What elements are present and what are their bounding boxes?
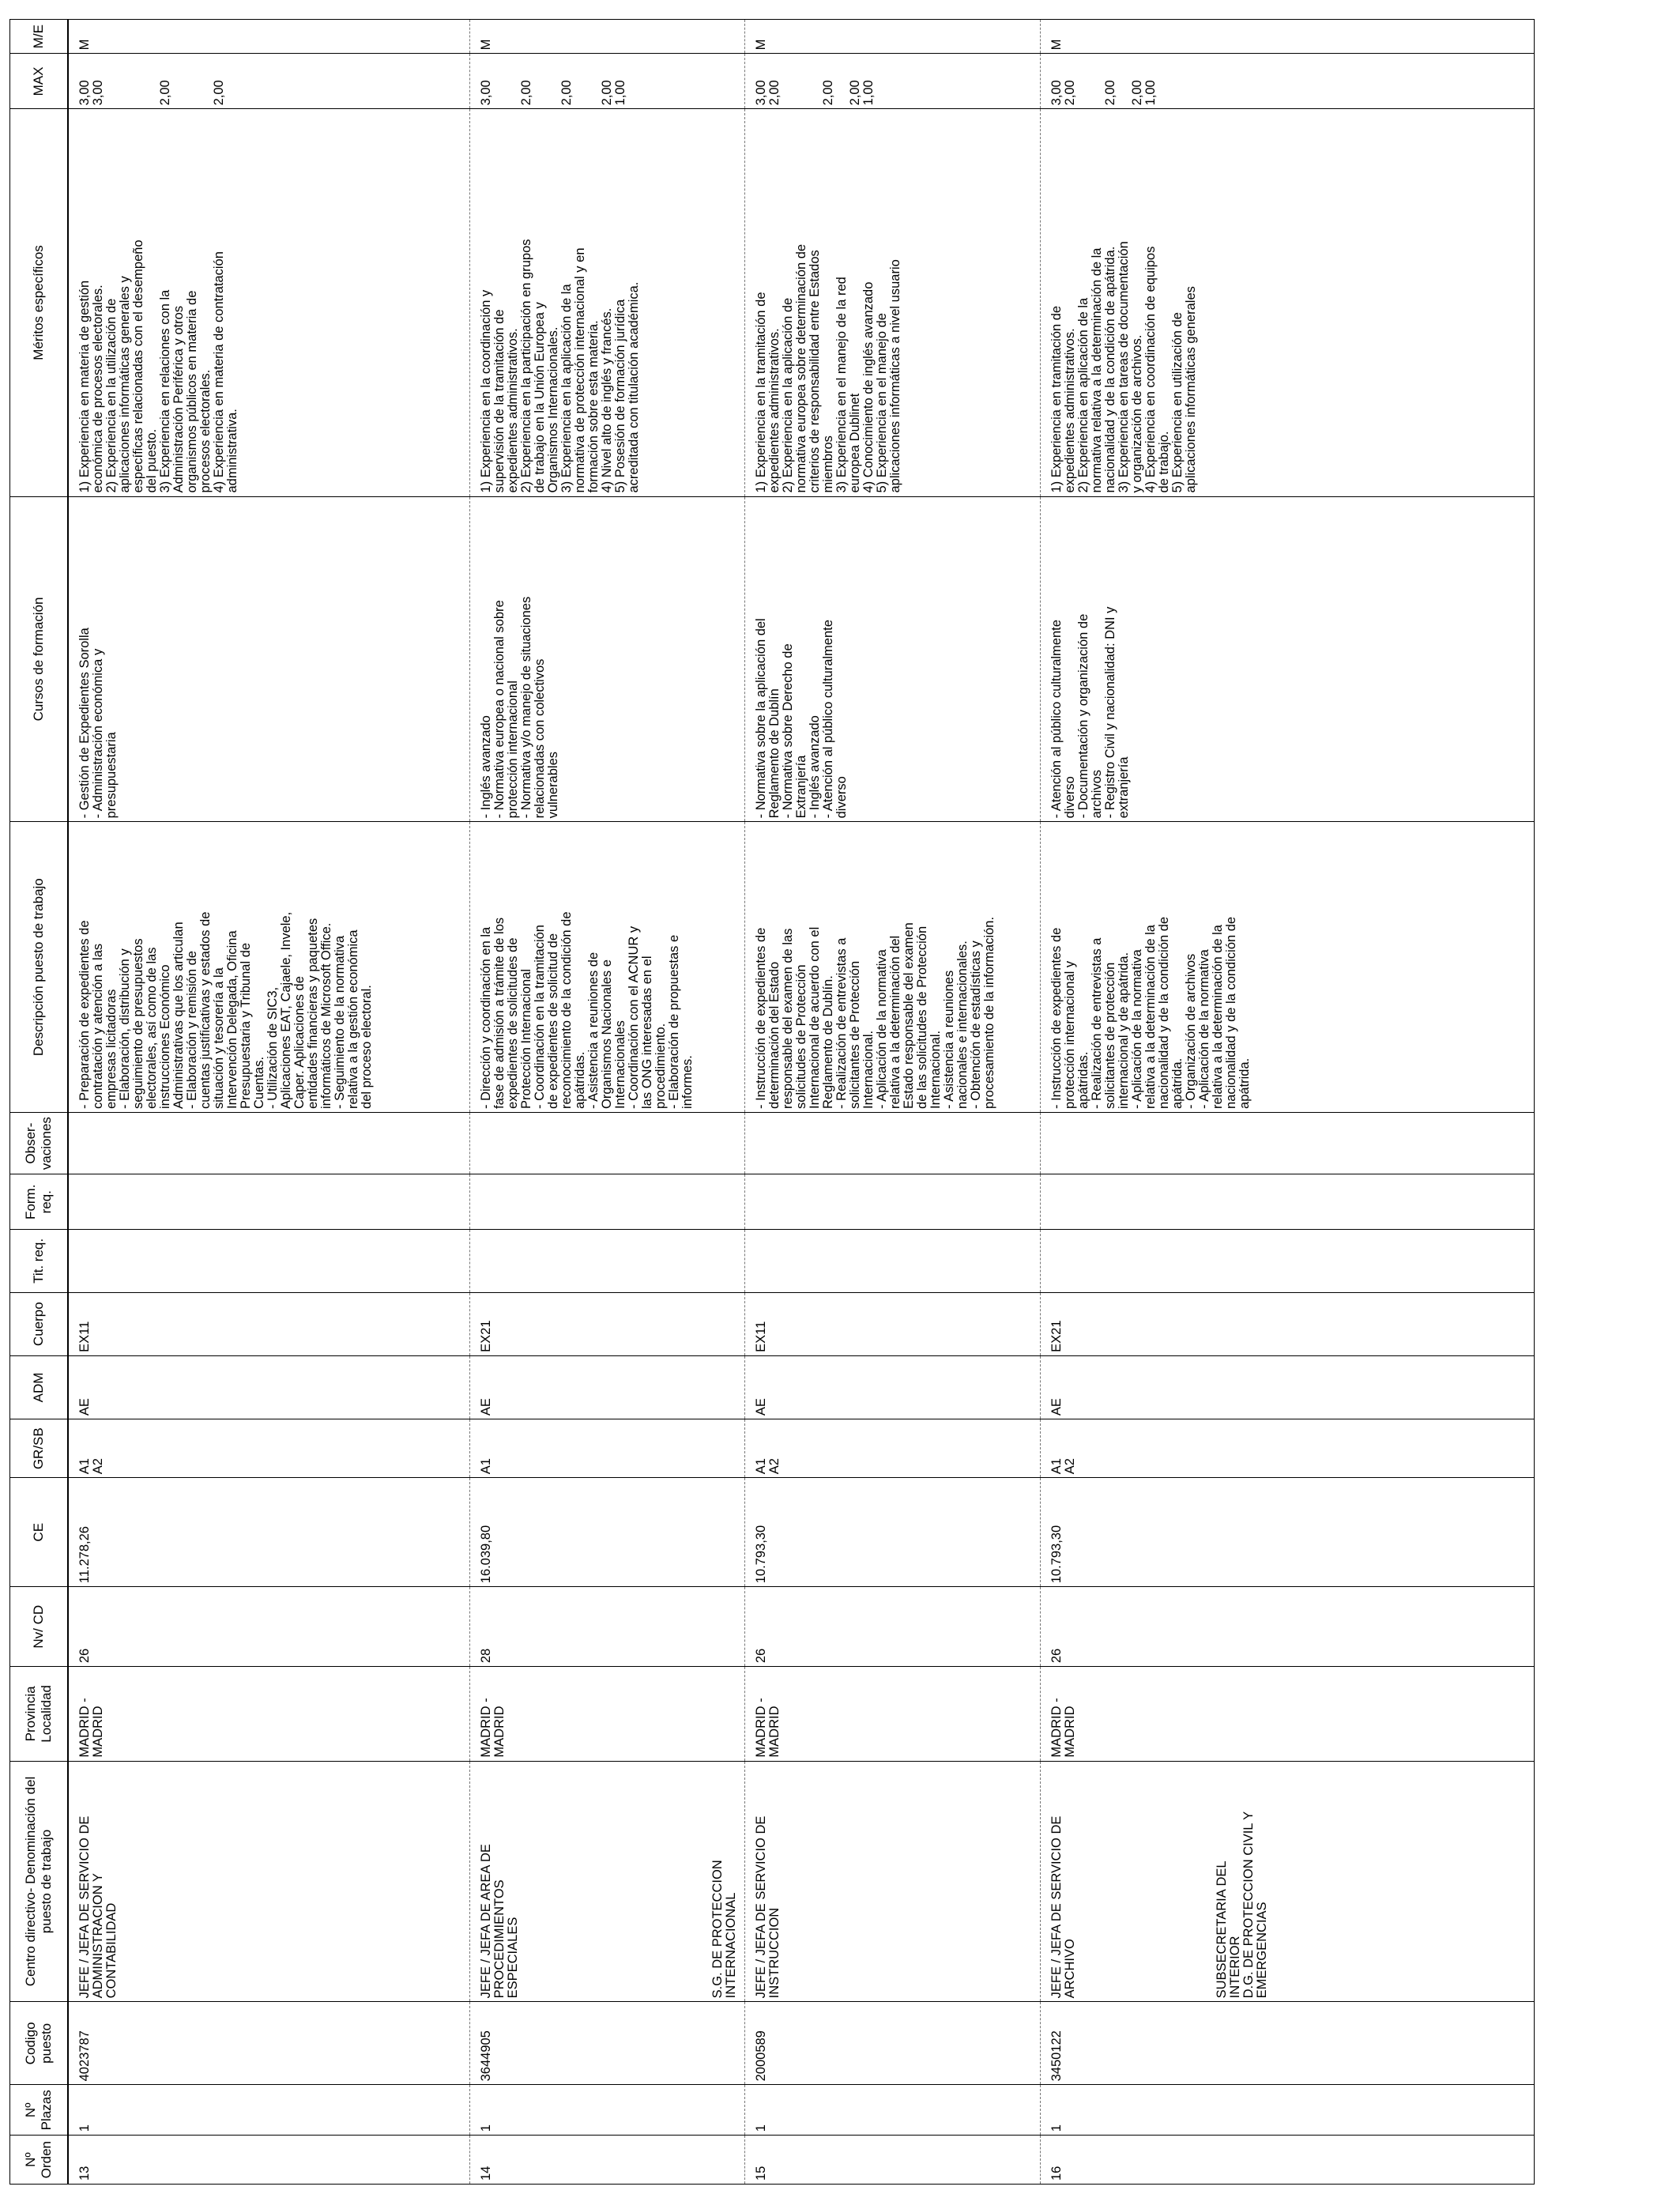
- cell-obs: [68, 1112, 470, 1174]
- cell-me-text: M: [77, 39, 92, 51]
- job-positions-table: [9, 19, 1535, 2185]
- cell-descripcion-text: - Preparación de expedientes de contratación y atención a las empresas licitadoras - Elaboración, distribución y seguimiento de presupuestos electorales, así como de las instrucciones Económico Administrativas que los articulan - Elaboración y remisión de cuentas justificativas y estados de situación y tesorería a la Intervención Delegada, Oficina Presupuestaria y Tribunal de Cuentas. - Utilización de SIC3, Aplicaciones EAT, Cajaele, Invele, Caper. Aplicaciones de entidades financieras y paquetes informáticos de Microsoft Office. - Seguimiento de la normativa relativa a la gestión económica del proceso electoral.: [77, 911, 374, 1109]
- header-form: Form. req.: [10, 1174, 69, 1230]
- header-tit: Tit. req.: [10, 1230, 69, 1292]
- cell-orden-text: 16: [1049, 2166, 1064, 2181]
- cell-me: [1041, 20, 1535, 54]
- cell-ce: [1041, 1478, 1535, 1587]
- cell-meritos: [68, 109, 470, 496]
- cell-codigo: [1041, 2002, 1535, 2085]
- cell-max: [68, 54, 470, 109]
- cell-centro-text: JEFE / JEFA DE SERVICIO DE ADMINISTRACION Y CONTABILIDAD: [77, 1815, 119, 1999]
- max-total: 3,00: [77, 80, 92, 106]
- cell-codigo-text: 4023787: [77, 2030, 92, 2082]
- cell-tit: [68, 1230, 470, 1292]
- cell-plazas-text: 1: [1049, 2124, 1064, 2132]
- cell-cursos: [68, 496, 470, 822]
- cell-provincia-text: MADRID - MADRID: [479, 1698, 507, 1758]
- cell-meritos: [470, 109, 745, 496]
- cell-centro-text: JEFE / JEFA DE SERVICIO DE ARCHIVO: [1049, 1815, 1077, 1999]
- cell-codigo-text: 2000589: [754, 2030, 768, 2082]
- header-meritos: Méritos específicos: [10, 109, 69, 496]
- cell-adm: [470, 1355, 745, 1419]
- header-adm: ADM: [10, 1355, 69, 1419]
- header-cursos: Cursos de formación: [10, 496, 69, 822]
- cell-form: [1041, 1174, 1535, 1230]
- max-values: 2,00 2,00 2,00 1,00: [519, 80, 627, 106]
- cell-adm-text: AE: [479, 1398, 493, 1416]
- max-total: 3,00: [1049, 80, 1064, 106]
- cell-adm: [1041, 1355, 1535, 1419]
- header-me: M/E: [10, 20, 69, 54]
- cell-descripcion-text: - Instrucción de expedientes de determinación del Estado responsable del examen de las solicitudes de Protección Internacional de acuerdo con el Reglamento de Dublín. - Realización de entrevistas a solicitantes de Protección Internacional. - Aplicación de la normativa relativa a la determinación del Estado responsable del examen de las solicitudes de Protección Internacional. - Asistencia a reuniones nacionales e internacionales. - Obtención de estadísticas y procesamiento de la información.: [754, 916, 996, 1109]
- header-descripcion: Descripción puesto de trabajo: [10, 822, 69, 1113]
- cell-cursos: [745, 496, 1041, 822]
- max-total: 3,00: [754, 80, 768, 106]
- cell-meritos: [1041, 109, 1535, 496]
- cell-ce: [745, 1478, 1041, 1587]
- header-obs: Obser- vaciones: [10, 1112, 69, 1174]
- cell-orden: [68, 2136, 470, 2185]
- cell-centro: [745, 1761, 1041, 2002]
- cell-cuerpo: [470, 1292, 745, 1355]
- cell-nivel-text: 26: [1049, 1648, 1064, 1664]
- table-row: [1041, 20, 1535, 2185]
- table-row: [470, 20, 745, 2185]
- cell-plazas: [470, 2085, 745, 2136]
- cell-cursos-text: - Inglés avanzado - Normativa europea o nacional sobre protección internacional - Normativa y/o manejo de situaciones relacionadas con colectivos vulnerables: [479, 596, 560, 819]
- cell-cuerpo-text: EX11: [77, 1321, 92, 1352]
- cell-grupo-text: A1 A2: [1049, 1458, 1077, 1475]
- cell-ce: [470, 1478, 745, 1587]
- cell-nivel: [68, 1587, 470, 1667]
- cell-cuerpo: [745, 1292, 1041, 1355]
- cell-ce-text: 10.793,30: [1049, 1525, 1064, 1584]
- cell-tit: [1041, 1230, 1535, 1292]
- cell-meritos-text: 1) Experiencia en la tramitación de expedientes administrativos. 2) Experiencia en la aplicación de normativa europea sobre determinación de criterios de responsabilidad entre Estados miembros 3) Experiencia en el manejo de la red europea Dublinet 4) Conocimiento de inglés avanzado 5) Experiencia en el manejo de aplicaciones informáticas a nivel usuario: [754, 243, 902, 493]
- max-values: 2,00 2,00 2,00 1,00: [1063, 80, 1158, 106]
- cell-centro: [1041, 1761, 1535, 2002]
- cell-descripcion: [68, 822, 470, 1113]
- cell-plazas: [1041, 2085, 1535, 2136]
- cell-me: [68, 20, 470, 54]
- cell-meritos-text: 1) Experiencia en materia de gestión económica de procesos electorales. 2) Experiencia en la utilización de aplicaciones informáticas generales y específicas relacionadas con el desempeño del puesto. 3) Experiencia en relaciones con la Administración Periférica y otros organismos públicos en materia de procesos electorales. 4) Experiencia en materia de contratación administrativa.: [77, 239, 239, 493]
- cell-codigo: [68, 2002, 470, 2085]
- cell-provincia: [470, 1667, 745, 1761]
- cell-grupo: [470, 1419, 745, 1478]
- header-max: MAX: [10, 54, 69, 109]
- cell-meritos: [745, 109, 1041, 496]
- cell-obs: [1041, 1112, 1535, 1174]
- header-cuerpo: Cuerpo: [10, 1292, 69, 1355]
- cell-nivel-text: 26: [754, 1648, 768, 1664]
- cell-orden: [1041, 2136, 1535, 2185]
- table-row: [745, 20, 1041, 2185]
- max-values: 3,00 2,00 2,00: [91, 80, 226, 106]
- cell-ce: [68, 1478, 470, 1587]
- header-row: [10, 20, 69, 2185]
- header-orden: Nº Orden: [10, 2136, 69, 2185]
- cell-plazas: [745, 2085, 1041, 2136]
- cell-grupo-text: A1 A2: [754, 1458, 782, 1475]
- cell-max: [745, 54, 1041, 109]
- max-total: 3,00: [479, 80, 493, 106]
- cell-me: [470, 20, 745, 54]
- cell-me-text: M: [1049, 39, 1064, 51]
- cell-cursos-text: - Atención al público culturalmente diverso - Documentación y organización de archivos - Registro Civil y nacionalidad: DNI y extranjería: [1049, 606, 1131, 819]
- cell-me-text: M: [754, 39, 768, 51]
- cell-cursos-text: - Normativa sobre la aplicación del Reglamento de Dublín - Normativa sobre Derecho de Extranjería - Inglés avanzado - Atención al público culturalmente diverso: [754, 618, 849, 819]
- cell-adm: [68, 1355, 470, 1419]
- cell-orden-text: 14: [479, 2166, 493, 2181]
- cell-provincia-text: MADRID - MADRID: [77, 1698, 105, 1758]
- cell-orden: [745, 2136, 1041, 2185]
- header-ce: CE: [10, 1478, 69, 1587]
- cell-provincia-text: MADRID - MADRID: [1049, 1698, 1077, 1758]
- cell-meritos-text: 1) Experiencia en la coordinación y supervisión de la tramitación de expedientes administrativos. 2) Experiencia en la participación en grupos de trabajo en la Unión Europea y Organismos Internacionales. 3) Experiencia en la aplicación de la normativa de protección internacional y en formación sobre esta materia. 4) Nivel alto de inglés y francés. 5) Posesión de formación jurídica acreditada con titulación académica.: [479, 239, 641, 493]
- header-nivel: Nv/ CD: [10, 1587, 69, 1667]
- cell-nivel-text: 26: [77, 1648, 92, 1664]
- cell-me: [745, 20, 1041, 54]
- cell-form: [68, 1174, 470, 1230]
- cell-grupo-text: A1 A2: [77, 1458, 105, 1475]
- cell-adm-text: AE: [754, 1398, 768, 1416]
- cell-plazas-text: 1: [77, 2124, 92, 2132]
- cell-cursos: [1041, 496, 1535, 822]
- cell-codigo-text: 3644905: [479, 2030, 493, 2082]
- cell-orden-text: 15: [754, 2166, 768, 2181]
- cell-provincia-text: MADRID - MADRID: [754, 1698, 782, 1758]
- cell-plazas: [68, 2085, 470, 2136]
- cell-descripcion: [470, 822, 745, 1113]
- cell-descripcion-text: - Dirección y coordinación en la fase de admisión a trámite de los expedientes de solicitudes de Protección Internacional - Coordinación en la tramitación de expedientes de solicitud de reconocimiento de la condición de apátridas. - Asistencia a reuniones de Organismos Nacionales e Internacionales - Coordinación con el ACNUR y las ONG interesadas en el procedimiento. - Elaboración de propuestas e informes.: [479, 911, 695, 1109]
- cell-form: [470, 1174, 745, 1230]
- cell-descripcion: [1041, 822, 1535, 1113]
- cell-cursos-text: - Gestión de Expedientes Sorolla - Administración económica y presupuestaria: [77, 628, 119, 819]
- cell-cuerpo: [68, 1292, 470, 1355]
- cell-grupo: [745, 1419, 1041, 1478]
- cell-form: [745, 1174, 1041, 1230]
- cell-nivel: [470, 1587, 745, 1667]
- cell-obs: [470, 1112, 745, 1174]
- cell-centro: [68, 1761, 470, 2002]
- cell-meritos-text: 1) Experiencia en tramitación de expedientes administrativos. 2) Experiencia en aplicación de la normativa relativa a la determinación de la nacionalidad y de la condición de apátrida. 3) Experiencia en tareas de documentación y organización de archivos. 4) Experiencia en coordinación de equipos de trabajo. 5) Experiencia en utilización de aplicaciones informáticas generales: [1049, 241, 1198, 493]
- cell-orden-text: 13: [77, 2166, 92, 2181]
- cell-ce-text: 10.793,30: [754, 1525, 768, 1584]
- header-codigo: Codigo puesto: [10, 2002, 69, 2085]
- table-row: [68, 20, 470, 2185]
- cell-grupo: [1041, 1419, 1535, 1478]
- cell-centro-text: JEFE / JEFA DE SERVICIO DE INSTRUCCION: [754, 1815, 782, 1999]
- cell-adm-text: AE: [1049, 1398, 1064, 1416]
- cell-adm: [745, 1355, 1041, 1419]
- cell-grupo: [68, 1419, 470, 1478]
- cell-plazas-text: 1: [754, 2124, 768, 2132]
- cell-nivel: [745, 1587, 1041, 1667]
- cell-tit: [470, 1230, 745, 1292]
- cell-tit: [745, 1230, 1041, 1292]
- cell-cuerpo-text: EX21: [1049, 1320, 1064, 1352]
- cell-centro: [470, 1761, 745, 2002]
- cell-codigo: [470, 2002, 745, 2085]
- cell-plazas-text: 1: [479, 2124, 493, 2132]
- cell-cuerpo: [1041, 1292, 1535, 1355]
- cell-orden: [470, 2136, 745, 2185]
- cell-obs: [745, 1112, 1041, 1174]
- cell-adm-text: AE: [77, 1398, 92, 1416]
- cell-codigo-text: 3450122: [1049, 2030, 1064, 2082]
- header-provincia: Provincia Localidad: [10, 1667, 69, 1761]
- cell-me-text: M: [479, 39, 493, 51]
- cell-nivel-text: 28: [479, 1648, 493, 1664]
- max-values: 2,00 2,00 2,00 1,00: [767, 80, 876, 106]
- cell-cuerpo-text: EX21: [479, 1320, 493, 1352]
- cell-descripcion-text: - Instrucción de expedientes de protección internacional y apátridas. - Realización de entrevistas a solicitantes de protección internacional y de apátrida. - Aplicación de la normativa relativa a la determinación de la nacionalidad y de la condición de apátrida. - Organización de archivos - Aplicación de la normativa relativa a la determinación de la nacionalidad y de la condición de apátrida.: [1049, 916, 1252, 1109]
- cell-max: [470, 54, 745, 109]
- cell-grupo-text: A1: [479, 1458, 493, 1475]
- cell-ce-text: 16.039,80: [479, 1525, 493, 1584]
- cell-descripcion: [745, 822, 1041, 1113]
- header-plazas: Nº Plazas: [10, 2085, 69, 2136]
- header-grupo: GR/SB: [10, 1419, 69, 1478]
- cell-cursos: [470, 496, 745, 822]
- centro-directivo-label: S.G. DE PROTECCION INTERNACIONAL: [710, 1860, 738, 1999]
- cell-cuerpo-text: EX11: [754, 1321, 768, 1352]
- cell-provincia: [745, 1667, 1041, 1761]
- cell-max: [1041, 54, 1535, 109]
- cell-nivel: [1041, 1587, 1535, 1667]
- header-centro: Centro directivo- Denominación del puesto de trabajo: [10, 1761, 69, 2002]
- cell-provincia: [68, 1667, 470, 1761]
- centro-directivo-label: SUBSECRETARIA DEL INTERIOR D.G. DE PROTECCION CIVIL Y EMERGENCIAS: [1215, 1811, 1269, 1999]
- cell-ce-text: 11.278,26: [77, 1526, 92, 1584]
- cell-provincia: [1041, 1667, 1535, 1761]
- cell-centro-text: JEFE / JEFA DE AREA DE PROCEDIMIENTOS ESPECIALES: [479, 1844, 520, 1999]
- cell-codigo: [745, 2002, 1041, 2085]
